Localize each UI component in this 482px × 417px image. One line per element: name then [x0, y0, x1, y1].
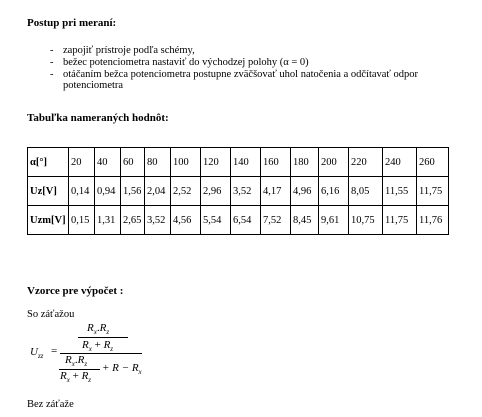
table-cell: 0,15	[69, 206, 95, 235]
table-cell: 2,65	[121, 206, 145, 235]
table-cell: 20	[69, 148, 95, 177]
table-cell: 180	[291, 148, 319, 177]
without-load-label: Bez záťaže	[27, 399, 74, 410]
table-cell: 4,56	[171, 206, 201, 235]
table-heading: Tabuľka nameraných hodnôt:	[27, 112, 169, 124]
list-bullet: -	[50, 69, 54, 80]
table-cell: 60	[121, 148, 145, 177]
formula-equals: =	[51, 345, 58, 357]
table-cell: 160	[261, 148, 291, 177]
list-bullet: -	[50, 45, 54, 56]
procedure-step-1: zapojiť prístroje podľa schémy,	[63, 45, 195, 56]
formula-lhs: $U_{zz}$	[30, 346, 44, 361]
table-cell: 1,31	[95, 206, 121, 235]
inner-fraction-numerator: $R_x.R_z$	[65, 354, 88, 369]
formulas-heading: Vzorce pre výpočet :	[27, 285, 124, 297]
table-cell: 120	[201, 148, 231, 177]
table-cell: 4,96	[291, 177, 319, 206]
table-cell: 10,75	[349, 206, 383, 235]
row-header: Uz[V]	[28, 177, 69, 206]
table-cell: 7,52	[261, 206, 291, 235]
upper-fraction-denominator: $R_x + R_z$	[82, 339, 114, 354]
procedure-step-2: bežec potenciometra nastaviť do východzej polohy (α = 0)	[63, 57, 309, 68]
table-cell: 6,16	[319, 177, 349, 206]
table-cell: 8,05	[349, 177, 383, 206]
table-cell: 100	[171, 148, 201, 177]
table-cell: 40	[95, 148, 121, 177]
table-cell: 240	[383, 148, 417, 177]
inner-fraction-denominator: $R_x + R_z$	[60, 370, 92, 385]
procedure-heading: Postup pri meraní:	[27, 17, 117, 29]
table-cell: 2,04	[145, 177, 171, 206]
table-cell: 2,96	[201, 177, 231, 206]
row-header: Uzm[V]	[28, 206, 69, 235]
table-cell: 11,76	[417, 206, 449, 235]
table-cell: 2,52	[171, 177, 201, 206]
table-cell: 11,75	[383, 206, 417, 235]
row-header: α[°]	[28, 148, 69, 177]
table-cell: 80	[145, 148, 171, 177]
upper-fraction-line	[78, 337, 128, 338]
table-cell: 4,17	[261, 177, 291, 206]
table-cell: 200	[319, 148, 349, 177]
table-cell: 220	[349, 148, 383, 177]
table-cell: 3,52	[231, 177, 261, 206]
table-cell: 11,75	[417, 177, 449, 206]
table-cell: 9,61	[319, 206, 349, 235]
list-bullet: -	[50, 57, 54, 68]
table-cell: 140	[231, 148, 261, 177]
table-cell: 0,14	[69, 177, 95, 206]
table-cell: 0,94	[95, 177, 121, 206]
table-cell: 5,54	[201, 206, 231, 235]
table-cell: 6,54	[231, 206, 261, 235]
table-cell: 11,55	[383, 177, 417, 206]
procedure-step-3: otáčaním bežca potenciometra postupne zväčšovať uhol natočenia a odčítavať odpor potenciometra	[63, 69, 419, 91]
formula-tail: + $R - R_x$	[102, 362, 142, 377]
table-cell: 3,52	[145, 206, 171, 235]
upper-fraction-numerator: $R_x.R_z$	[87, 322, 110, 337]
table-cell: 260	[417, 148, 449, 177]
table-cell: 1,56	[121, 177, 145, 206]
table-cell: 8,45	[291, 206, 319, 235]
with-load-label: So záťažou	[27, 309, 75, 320]
